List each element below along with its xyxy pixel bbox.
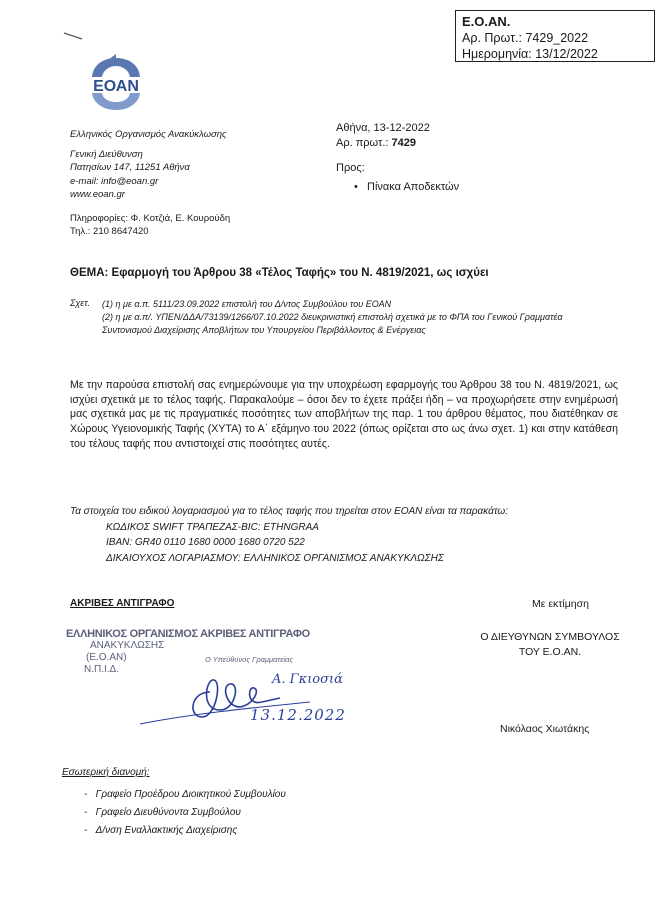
sender-division: Γενική Διεύθυνση <box>70 148 143 160</box>
accurate-copy-label: ΑΚΡΙΒΕΣ ΑΝΤΙΓΡΑΦΟ <box>70 598 175 609</box>
registry-stamp-box <box>455 10 655 62</box>
copy-stamp-secretary: Ο Υπεύθυνος Γραμματείας <box>205 655 294 664</box>
registry-org: Ε.Ο.ΑΝ. <box>462 14 511 29</box>
bank-iban: IBAN: GR40 0110 1680 0000 1680 0720 522 <box>106 537 305 548</box>
copy-stamp-line2: ΑΝΑΚΥΚΛΩΣΗΣ <box>90 640 165 651</box>
reference-item: (1) η με α.π. 5111/23.09.2022 επιστολή του Δ/ντος Συμβούλου του ΕΟΑΝ <box>102 299 392 309</box>
to-label: Προς: <box>336 162 365 174</box>
signature-date: 13.12.2022 <box>250 706 346 724</box>
bank-details <box>70 504 508 566</box>
sender-org: Ελληνικός Οργανισμός Ανακύκλωσης <box>70 129 227 140</box>
registry-date: Ημερομηνία: 13/12/2022 <box>462 47 598 61</box>
pen-mark-icon <box>62 30 84 42</box>
header-right <box>336 121 459 195</box>
internal-distribution-label: Εσωτερική διανομή: <box>62 767 150 778</box>
subject-line: ΘΕΜΑ: Εφαρμογή του Άρθρου 38 «Τέλος Ταφής» του Ν. 4819/2021, ως ισχύει <box>70 267 489 279</box>
list-item: - Γραφείο Προέδρου Διοικητικού Συμβουλίου <box>84 789 286 800</box>
sender-address: Πατησίων 147, 11251 Αθήνα <box>70 162 190 173</box>
eoan-logo-icon <box>86 54 146 112</box>
sender-info: Πληροφορίες: Φ. Κοτζιά, Ε. Κουρούδη <box>70 212 231 224</box>
protocol-line <box>336 136 459 151</box>
bank-holder: ΔΙΚΑΙΟΥΧΟΣ ΛΟΓΑΡΙΑΣΜΟΥ: ΕΛΛΗΝΙΚΟΣ ΟΡΓΑΝΙΣΜΟΣ ΑΝΑΚΥΚΛΩΣΗΣ <box>106 552 444 564</box>
place-date: Αθήνα, 13-12-2022 <box>336 122 430 134</box>
copy-stamp-line3: (Ε.Ο.ΑΝ) <box>86 652 127 663</box>
registry-protocol: Αρ. Πρωτ.: 7429_2022 <box>462 31 589 45</box>
internal-distribution-list <box>84 786 286 840</box>
reference-item: (2) η με α.π/. ΥΠΕΝ/ΔΔΑ/73139/1266/07.10.2022 διευκρινιστική επιστολή σχετικά με το ΦΠΑ του Γενικού Γραμματέα Συντονισμού Διαχείρισης Αποβλήτων του Υπουργείου Περιβάλλοντος & Ενέργειας <box>102 312 563 335</box>
ceo-block <box>460 630 640 660</box>
signer-name: Νικόλαος Χιωτάκης <box>500 723 590 735</box>
sender-phone: Τηλ.: 210 8647420 <box>70 226 149 237</box>
bank-swift: ΚΩΔΙΚΟΣ SWIFT ΤΡΑΠΕΖΑΣ-BIC: ETHNGRAA <box>106 521 319 533</box>
sender-block <box>70 128 230 239</box>
bullet-icon: • <box>354 181 368 193</box>
ceo-org: ΤΟΥ Ε.Ο.ΑΝ. <box>518 646 582 658</box>
copy-stamp-line4: Ν.Π.Ι.Δ. <box>84 664 120 675</box>
recipient-line <box>336 180 459 195</box>
regards-text: Με εκτίμηση <box>532 598 589 610</box>
references-label: Σχετ. <box>70 298 91 308</box>
sender-email: e-mail: info@eoan.gr <box>70 175 159 187</box>
list-item: - Γραφείο Διευθύνοντα Συμβούλου <box>84 807 241 818</box>
signature-name: Α. Γκιοσιά <box>272 672 343 687</box>
bank-intro: Τα στοιχεία του ειδικού λογαριασμού για το τέλος ταφής που τηρείται στον ΕΟΑΝ είναι τα παρακάτω: <box>70 506 508 517</box>
list-item: - Δ/νση Εναλλακτικής Διαχείρισης <box>84 825 238 836</box>
ceo-title: Ο ΔΙΕΥΘΥΝΩΝ ΣΥΜΒΟΥΛΟΣ <box>480 631 620 643</box>
copy-stamp-line1: ΕΛΛΗΝΙΚΟΣ ΟΡΓΑΝΙΣΜΟΣ ΑΚΡΙΒΕΣ ΑΝΤΙΓΡΑΦΟ <box>66 628 310 640</box>
references-list <box>102 298 607 337</box>
protocol-value: 7429 <box>391 137 416 149</box>
protocol-label: Αρ. πρωτ.: <box>336 137 392 149</box>
logo-text: ΕΟΑΝ <box>93 78 139 95</box>
recipient: Πίνακα Αποδεκτών <box>367 181 460 193</box>
body-paragraph: Με την παρούσα επιστολή σας ενημερώνουμε για την υποχρέωση εφαρμογής του Άρθρου 38 του Ν. 4819/2021, ως ισχύει σχετικά με το τέλος ταφής. Παρακαλούμε – όσοι δεν το έχετε πράξει ήδη – να προχωρήσετε στην ενημέρωσή μας σχετικά μας με τις πραγματικές ποσότητες των αποβλήτων της παρ. 1 του άρθρου θέματος, που διατέθηκαν σε Χώρους Υγειονομικής Ταφής (ΧΥΤΑ) το Α΄ εξάμηνο του 2022 (όπως ορίζεται στο ως άνω σχετ. 1) και στην κατάθεση του τέλους ταφής που αντιστοιχεί στις ποσότητες αυτές. <box>70 379 618 450</box>
sender-web: www.eoan.gr <box>70 189 125 200</box>
